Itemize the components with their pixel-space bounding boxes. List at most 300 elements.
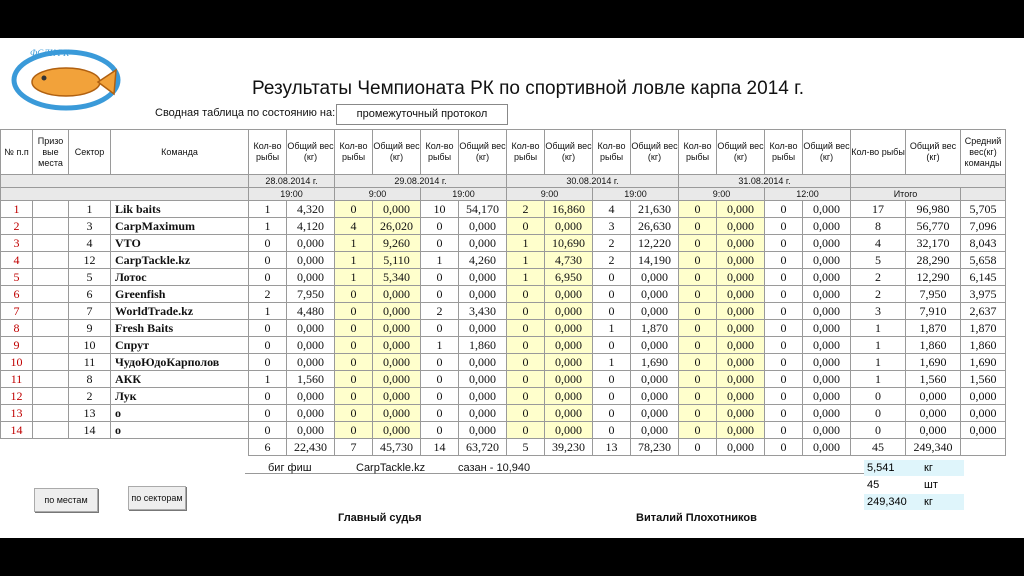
row-num-cell: 9 bbox=[1, 337, 33, 354]
col-weight: Общий вес (кг) bbox=[717, 130, 765, 175]
total-cell: 0,000 bbox=[803, 439, 851, 456]
row-value-cell: 0 bbox=[421, 218, 459, 235]
row-value-cell: 0 bbox=[421, 354, 459, 371]
row-value-cell: 7,950 bbox=[287, 286, 335, 303]
row-value-cell: 56,770 bbox=[906, 218, 961, 235]
summary-value: 45 bbox=[864, 477, 921, 493]
row-value-cell: 1 bbox=[335, 252, 373, 269]
status-dropdown[interactable]: промежуточный протокол bbox=[336, 104, 508, 125]
row-sector-cell: 14 bbox=[69, 422, 111, 439]
row-value-cell: 0,000 bbox=[803, 269, 851, 286]
row-value-cell: 0,000 bbox=[803, 201, 851, 218]
row-value-cell: 0,000 bbox=[906, 405, 961, 422]
row-value-cell: 0 bbox=[249, 235, 287, 252]
row-value-cell: 0,000 bbox=[459, 235, 507, 252]
row-value-cell: 5,340 bbox=[373, 269, 421, 286]
row-value-cell: 0 bbox=[507, 405, 545, 422]
row-value-cell: 6,950 bbox=[545, 269, 593, 286]
col-weight: Общий вес (кг) bbox=[287, 130, 335, 175]
table-row bbox=[1, 218, 1006, 235]
row-value-cell: 54,170 bbox=[459, 201, 507, 218]
row-num-cell: 6 bbox=[1, 286, 33, 303]
row-team-cell: Лук bbox=[111, 388, 249, 405]
row-value-cell: 0 bbox=[679, 388, 717, 405]
row-value-cell: 0 bbox=[765, 286, 803, 303]
row-value-cell: 0 bbox=[507, 286, 545, 303]
row-sector-cell: 13 bbox=[69, 405, 111, 422]
row-value-cell: 1,860 bbox=[906, 337, 961, 354]
row-team-cell: о bbox=[111, 405, 249, 422]
row-value-cell: 0 bbox=[249, 354, 287, 371]
time-cell: 9:00 bbox=[507, 188, 593, 201]
row-value-cell: 0 bbox=[249, 252, 287, 269]
row-value-cell: 0 bbox=[335, 405, 373, 422]
time-cell: 19:00 bbox=[421, 188, 507, 201]
row-value-cell: 0,000 bbox=[631, 405, 679, 422]
header-row bbox=[1, 130, 1006, 175]
row-value-cell: 0 bbox=[679, 303, 717, 320]
row-value-cell: 1,860 bbox=[961, 337, 1006, 354]
row-value-cell: 0,000 bbox=[717, 371, 765, 388]
row-value-cell: 0 bbox=[421, 422, 459, 439]
row-value-cell: 4,730 bbox=[545, 252, 593, 269]
row-team-cell: Fresh Baits bbox=[111, 320, 249, 337]
row-value-cell: 1,690 bbox=[961, 354, 1006, 371]
row-value-cell: 1,690 bbox=[631, 354, 679, 371]
row-value-cell: 0 bbox=[765, 303, 803, 320]
row-value-cell: 4,320 bbox=[287, 201, 335, 218]
row-value-cell: 0,000 bbox=[961, 405, 1006, 422]
row-num-cell: 5 bbox=[1, 269, 33, 286]
row-value-cell: 1,860 bbox=[459, 337, 507, 354]
row-value-cell: 1,560 bbox=[906, 371, 961, 388]
table-row bbox=[1, 269, 1006, 286]
row-value-cell: 0 bbox=[679, 422, 717, 439]
table-row bbox=[1, 388, 1006, 405]
total-cell: 0 bbox=[765, 439, 803, 456]
row-value-cell: 0,000 bbox=[287, 422, 335, 439]
row-value-cell: 0,000 bbox=[717, 405, 765, 422]
row-value-cell: 2 bbox=[249, 286, 287, 303]
row-value-cell: 0,000 bbox=[717, 252, 765, 269]
row-value-cell: 0,000 bbox=[459, 422, 507, 439]
col-total-weight: Общий вес (кг) bbox=[906, 130, 961, 175]
row-value-cell: 0,000 bbox=[717, 235, 765, 252]
row-value-cell: 0,000 bbox=[717, 388, 765, 405]
row-value-cell: 0,000 bbox=[287, 252, 335, 269]
row-sector-cell: 3 bbox=[69, 218, 111, 235]
row-value-cell: 0,000 bbox=[459, 286, 507, 303]
row-value-cell: 1,870 bbox=[961, 320, 1006, 337]
total-cell: 63,720 bbox=[459, 439, 507, 456]
row-value-cell: 0 bbox=[421, 320, 459, 337]
col-num: № п.п bbox=[1, 130, 33, 175]
row-value-cell: 0,000 bbox=[803, 337, 851, 354]
row-value-cell: 0 bbox=[421, 269, 459, 286]
row-value-cell: 0 bbox=[421, 388, 459, 405]
row-value-cell: 3,430 bbox=[459, 303, 507, 320]
row-value-cell: 0,000 bbox=[717, 320, 765, 337]
row-num-cell: 7 bbox=[1, 303, 33, 320]
col-count: Кол-во рыбы bbox=[593, 130, 631, 175]
row-value-cell: 0,000 bbox=[717, 269, 765, 286]
row-value-cell: 0,000 bbox=[373, 201, 421, 218]
row-team-cell: Lik baits bbox=[111, 201, 249, 218]
row-value-cell: 8,043 bbox=[961, 235, 1006, 252]
row-place-cell bbox=[33, 371, 69, 388]
row-value-cell: 0,000 bbox=[459, 269, 507, 286]
row-value-cell: 0 bbox=[335, 337, 373, 354]
table-row bbox=[1, 422, 1006, 439]
row-value-cell: 0,000 bbox=[961, 422, 1006, 439]
row-value-cell: 0,000 bbox=[906, 422, 961, 439]
row-value-cell: 0 bbox=[765, 252, 803, 269]
row-value-cell: 1 bbox=[851, 371, 906, 388]
row-team-cell: Greenfish bbox=[111, 286, 249, 303]
row-value-cell: 0,000 bbox=[803, 422, 851, 439]
row-value-cell: 0 bbox=[593, 269, 631, 286]
row-value-cell: 2,637 bbox=[961, 303, 1006, 320]
row-value-cell: 0 bbox=[679, 269, 717, 286]
row-sector-cell: 5 bbox=[69, 269, 111, 286]
row-value-cell: 0,000 bbox=[803, 371, 851, 388]
row-value-cell: 0 bbox=[421, 405, 459, 422]
row-value-cell: 0 bbox=[851, 405, 906, 422]
col-team: Команда bbox=[111, 130, 249, 175]
row-value-cell: 0,000 bbox=[631, 371, 679, 388]
row-value-cell: 1 bbox=[249, 371, 287, 388]
row-value-cell: 0 bbox=[507, 337, 545, 354]
time-cell: 19:00 bbox=[593, 188, 679, 201]
row-value-cell: 1 bbox=[593, 320, 631, 337]
row-value-cell: 0,000 bbox=[373, 286, 421, 303]
row-value-cell: 0,000 bbox=[961, 388, 1006, 405]
row-value-cell: 0,000 bbox=[803, 252, 851, 269]
row-value-cell: 4,120 bbox=[287, 218, 335, 235]
row-value-cell: 0 bbox=[765, 235, 803, 252]
row-value-cell: 0,000 bbox=[803, 354, 851, 371]
row-value-cell: 0,000 bbox=[459, 320, 507, 337]
row-value-cell: 12,290 bbox=[906, 269, 961, 286]
row-value-cell: 0 bbox=[679, 320, 717, 337]
row-value-cell: 0,000 bbox=[717, 422, 765, 439]
col-count: Кол-во рыбы bbox=[421, 130, 459, 175]
row-num-cell: 10 bbox=[1, 354, 33, 371]
row-num-cell: 4 bbox=[1, 252, 33, 269]
row-sector-cell: 8 bbox=[69, 371, 111, 388]
row-value-cell: 4 bbox=[335, 218, 373, 235]
row-value-cell: 0,000 bbox=[545, 422, 593, 439]
row-value-cell: 28,290 bbox=[906, 252, 961, 269]
summary-unit: кг bbox=[921, 460, 964, 476]
row-value-cell: 0,000 bbox=[459, 388, 507, 405]
row-value-cell: 0 bbox=[679, 218, 717, 235]
summary-unit: кг bbox=[921, 494, 964, 510]
row-value-cell: 1 bbox=[421, 252, 459, 269]
row-value-cell: 14,190 bbox=[631, 252, 679, 269]
row-value-cell: 0 bbox=[593, 286, 631, 303]
row-value-cell: 0,000 bbox=[803, 320, 851, 337]
row-value-cell: 0,000 bbox=[631, 269, 679, 286]
row-value-cell: 1 bbox=[249, 201, 287, 218]
row-num-cell: 2 bbox=[1, 218, 33, 235]
row-value-cell: 0 bbox=[765, 354, 803, 371]
total-cell: 45 bbox=[851, 439, 906, 456]
divider bbox=[245, 473, 865, 474]
row-value-cell: 7,910 bbox=[906, 303, 961, 320]
col-weight: Общий вес (кг) bbox=[373, 130, 421, 175]
row-value-cell: 0,000 bbox=[373, 320, 421, 337]
row-value-cell: 0 bbox=[421, 235, 459, 252]
row-value-cell: 0,000 bbox=[287, 354, 335, 371]
row-value-cell: 0,000 bbox=[373, 303, 421, 320]
total-cell: 6 bbox=[249, 439, 287, 456]
time-cell: 9:00 bbox=[679, 188, 765, 201]
table-row bbox=[1, 371, 1006, 388]
row-num-cell: 11 bbox=[1, 371, 33, 388]
summary-unit: шт bbox=[921, 477, 964, 493]
row-value-cell: 0 bbox=[679, 252, 717, 269]
row-value-cell: 0,000 bbox=[906, 388, 961, 405]
row-team-cell: Лотос bbox=[111, 269, 249, 286]
row-value-cell: 0 bbox=[593, 405, 631, 422]
table-row bbox=[1, 235, 1006, 252]
row-num-cell: 3 bbox=[1, 235, 33, 252]
sort-by-place-button[interactable]: по местам bbox=[34, 488, 98, 512]
row-value-cell: 0,000 bbox=[803, 303, 851, 320]
total-cell: 0,000 bbox=[717, 439, 765, 456]
row-place-cell bbox=[33, 269, 69, 286]
row-value-cell: 32,170 bbox=[906, 235, 961, 252]
row-team-cell: Спрут bbox=[111, 337, 249, 354]
total-cell: 78,230 bbox=[631, 439, 679, 456]
row-value-cell: 1 bbox=[335, 269, 373, 286]
row-value-cell: 5,705 bbox=[961, 201, 1006, 218]
row-num-cell: 8 bbox=[1, 320, 33, 337]
row-value-cell: 0 bbox=[335, 354, 373, 371]
row-value-cell: 0 bbox=[679, 405, 717, 422]
row-value-cell: 0,000 bbox=[459, 218, 507, 235]
row-value-cell: 0 bbox=[249, 320, 287, 337]
row-value-cell: 1,560 bbox=[961, 371, 1006, 388]
bigfish-fish: сазан - 10,940 bbox=[458, 462, 531, 474]
row-value-cell: 1,560 bbox=[287, 371, 335, 388]
table-row bbox=[1, 201, 1006, 218]
row-value-cell: 2 bbox=[507, 201, 545, 218]
row-value-cell: 0,000 bbox=[717, 337, 765, 354]
row-value-cell: 0,000 bbox=[803, 286, 851, 303]
row-value-cell: 17 bbox=[851, 201, 906, 218]
row-value-cell: 0,000 bbox=[545, 371, 593, 388]
status-label: Сводная таблица по состоянию на: bbox=[155, 107, 336, 119]
row-value-cell: 21,630 bbox=[631, 201, 679, 218]
bigfish-label: биг фиш bbox=[268, 462, 312, 474]
row-sector-cell: 7 bbox=[69, 303, 111, 320]
row-value-cell: 0,000 bbox=[545, 388, 593, 405]
row-place-cell bbox=[33, 201, 69, 218]
row-value-cell: 4 bbox=[593, 201, 631, 218]
row-value-cell: 5,658 bbox=[961, 252, 1006, 269]
table-row bbox=[1, 337, 1006, 354]
sort-by-sector-button[interactable]: по секторам bbox=[128, 486, 186, 510]
table-row bbox=[1, 303, 1006, 320]
svg-text:ФСЛК РК: ФСЛК РК bbox=[30, 48, 70, 58]
row-value-cell: 0 bbox=[507, 218, 545, 235]
row-value-cell: 0,000 bbox=[287, 388, 335, 405]
row-value-cell: 0 bbox=[593, 371, 631, 388]
row-value-cell: 0 bbox=[335, 286, 373, 303]
col-place: Призо вые места bbox=[33, 130, 69, 175]
row-value-cell: 1 bbox=[249, 218, 287, 235]
row-sector-cell: 9 bbox=[69, 320, 111, 337]
date-cell: 29.08.2014 г. bbox=[335, 175, 507, 188]
row-value-cell: 1 bbox=[507, 252, 545, 269]
row-place-cell bbox=[33, 337, 69, 354]
row-value-cell: 4,480 bbox=[287, 303, 335, 320]
row-value-cell: 0 bbox=[507, 320, 545, 337]
row-value-cell: 0,000 bbox=[803, 218, 851, 235]
col-weight: Общий вес (кг) bbox=[545, 130, 593, 175]
row-value-cell: 0 bbox=[249, 269, 287, 286]
row-value-cell: 0 bbox=[249, 388, 287, 405]
row-sector-cell: 10 bbox=[69, 337, 111, 354]
row-value-cell: 0,000 bbox=[373, 354, 421, 371]
row-value-cell: 0 bbox=[507, 388, 545, 405]
row-value-cell: 0,000 bbox=[631, 388, 679, 405]
row-sector-cell: 1 bbox=[69, 201, 111, 218]
row-sector-cell: 12 bbox=[69, 252, 111, 269]
row-value-cell: 5,110 bbox=[373, 252, 421, 269]
totals-row bbox=[1, 439, 1006, 456]
total-cell: 5 bbox=[507, 439, 545, 456]
row-value-cell: 0,000 bbox=[803, 235, 851, 252]
club-logo bbox=[8, 42, 128, 112]
row-place-cell bbox=[33, 303, 69, 320]
row-value-cell: 0,000 bbox=[545, 337, 593, 354]
row-value-cell: 0 bbox=[335, 303, 373, 320]
row-team-cell: WorldTrade.kz bbox=[111, 303, 249, 320]
row-value-cell: 0 bbox=[765, 371, 803, 388]
row-value-cell: 1 bbox=[335, 235, 373, 252]
row-value-cell: 0 bbox=[765, 201, 803, 218]
col-count: Кол-во рыбы bbox=[249, 130, 287, 175]
row-value-cell: 0,000 bbox=[717, 286, 765, 303]
row-value-cell: 0 bbox=[507, 371, 545, 388]
row-value-cell: 1 bbox=[851, 320, 906, 337]
table-row bbox=[1, 405, 1006, 422]
total-cell: 249,340 bbox=[906, 439, 961, 456]
table-row bbox=[1, 286, 1006, 303]
row-value-cell: 0 bbox=[851, 388, 906, 405]
row-value-cell: 2 bbox=[421, 303, 459, 320]
row-value-cell: 12,220 bbox=[631, 235, 679, 252]
row-value-cell: 0,000 bbox=[545, 320, 593, 337]
row-value-cell: 2 bbox=[593, 235, 631, 252]
row-value-cell: 1 bbox=[851, 354, 906, 371]
row-value-cell: 0 bbox=[507, 422, 545, 439]
row-value-cell: 26,630 bbox=[631, 218, 679, 235]
row-value-cell: 0 bbox=[765, 388, 803, 405]
row-value-cell: 1,870 bbox=[631, 320, 679, 337]
row-value-cell: 0,000 bbox=[287, 337, 335, 354]
total-cell: 0 bbox=[679, 439, 717, 456]
row-value-cell: 0,000 bbox=[717, 218, 765, 235]
row-value-cell: 0 bbox=[507, 354, 545, 371]
row-value-cell: 0,000 bbox=[545, 354, 593, 371]
row-value-cell: 0,000 bbox=[803, 388, 851, 405]
row-team-cell: о bbox=[111, 422, 249, 439]
col-weight: Общий вес (кг) bbox=[803, 130, 851, 175]
row-team-cell: ЧудоЮдоКарполов bbox=[111, 354, 249, 371]
row-value-cell: 4 bbox=[851, 235, 906, 252]
row-value-cell: 0,000 bbox=[287, 235, 335, 252]
page-title: Результаты Чемпионата РК по спортивной ловле карпа 2014 г. bbox=[252, 78, 804, 99]
row-value-cell: 0,000 bbox=[631, 422, 679, 439]
row-value-cell: 0,000 bbox=[287, 320, 335, 337]
row-value-cell: 26,020 bbox=[373, 218, 421, 235]
row-value-cell: 2 bbox=[851, 269, 906, 286]
summary-value: 5,541 bbox=[864, 460, 921, 476]
row-value-cell: 2 bbox=[593, 252, 631, 269]
row-value-cell: 1,690 bbox=[906, 354, 961, 371]
row-place-cell bbox=[33, 286, 69, 303]
time-cell: 12:00 bbox=[765, 188, 851, 201]
row-sector-cell: 4 bbox=[69, 235, 111, 252]
row-value-cell: 7,950 bbox=[906, 286, 961, 303]
results-table bbox=[0, 129, 1006, 456]
col-weight: Общий вес (кг) bbox=[631, 130, 679, 175]
row-value-cell: 0,000 bbox=[717, 354, 765, 371]
judge-label: Главный судья bbox=[338, 512, 422, 524]
row-team-cell: CarpMaximum bbox=[111, 218, 249, 235]
row-value-cell: 0 bbox=[335, 422, 373, 439]
date-cell: 31.08.2014 г. bbox=[679, 175, 851, 188]
total-cell: 45,730 bbox=[373, 439, 421, 456]
table-row bbox=[1, 320, 1006, 337]
col-weight: Общий вес (кг) bbox=[459, 130, 507, 175]
date-cell: 28.08.2014 г. bbox=[249, 175, 335, 188]
row-sector-cell: 2 bbox=[69, 388, 111, 405]
row-value-cell: 0,000 bbox=[459, 405, 507, 422]
row-value-cell: 0 bbox=[765, 422, 803, 439]
row-value-cell: 0,000 bbox=[287, 269, 335, 286]
row-value-cell: 0,000 bbox=[717, 303, 765, 320]
row-value-cell: 1 bbox=[249, 303, 287, 320]
time-cell: 9:00 bbox=[335, 188, 421, 201]
row-value-cell: 0,000 bbox=[631, 286, 679, 303]
row-value-cell: 10 bbox=[421, 201, 459, 218]
row-value-cell: 2 bbox=[851, 286, 906, 303]
row-value-cell: 0,000 bbox=[287, 405, 335, 422]
row-place-cell bbox=[33, 320, 69, 337]
col-count: Кол-во рыбы bbox=[335, 130, 373, 175]
row-value-cell: 0,000 bbox=[545, 286, 593, 303]
col-count: Кол-во рыбы bbox=[679, 130, 717, 175]
row-value-cell: 0,000 bbox=[545, 218, 593, 235]
row-value-cell: 3,975 bbox=[961, 286, 1006, 303]
row-value-cell: 0 bbox=[249, 422, 287, 439]
col-count: Кол-во рыбы bbox=[765, 130, 803, 175]
row-value-cell: 0 bbox=[335, 320, 373, 337]
row-value-cell: 0 bbox=[593, 303, 631, 320]
row-value-cell: 1 bbox=[851, 337, 906, 354]
row-value-cell: 0,000 bbox=[373, 422, 421, 439]
row-value-cell: 0,000 bbox=[373, 405, 421, 422]
row-value-cell: 0 bbox=[335, 201, 373, 218]
row-value-cell: 0 bbox=[249, 337, 287, 354]
row-value-cell: 96,980 bbox=[906, 201, 961, 218]
row-sector-cell: 11 bbox=[69, 354, 111, 371]
